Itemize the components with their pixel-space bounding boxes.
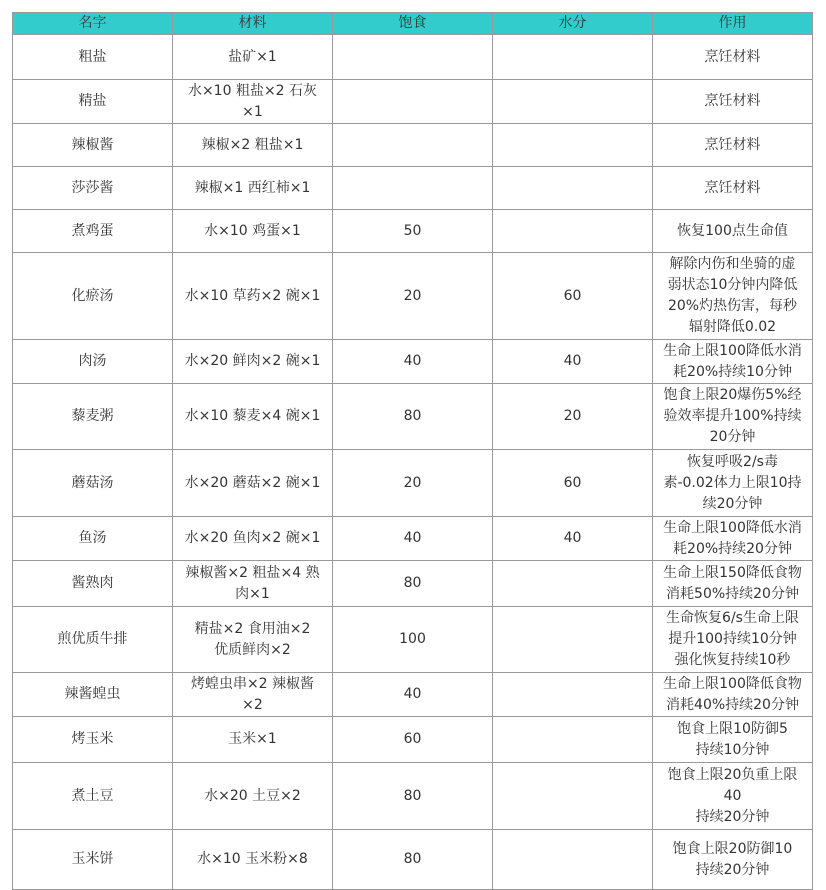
- cell-satiety: [333, 35, 493, 80]
- cell-materials: 玉米×1: [173, 717, 333, 763]
- table-row: [13, 35, 813, 80]
- table-row: [13, 830, 813, 890]
- cell-materials: 辣椒酱×2 粗盐×4 熟 肉×1: [173, 561, 333, 607]
- cell-materials: 精盐×2 食用油×2 优质鲜肉×2: [173, 607, 333, 673]
- header-water: 水分: [493, 13, 653, 35]
- cell-materials: 辣椒×2 粗盐×1: [173, 124, 333, 167]
- cell-water: 40: [493, 340, 653, 384]
- food-recipe-table: [12, 12, 813, 890]
- cell-materials: 烤蝗虫串×2 辣椒酱 ×2: [173, 673, 333, 717]
- table-row: [13, 673, 813, 717]
- cell-materials: 盐矿×1: [173, 35, 333, 80]
- cell-name: 化瘀汤: [13, 253, 173, 340]
- cell-name: 玉米饼: [13, 830, 173, 890]
- cell-satiety: 80: [333, 763, 493, 830]
- cell-water: [493, 673, 653, 717]
- cell-effect: 饱食上限20爆伤5%经 验效率提升100%持续 20分钟: [653, 384, 813, 450]
- cell-materials: 水×20 蘑菇×2 碗×1: [173, 450, 333, 517]
- cell-name: 精盐: [13, 80, 173, 124]
- cell-water: 40: [493, 517, 653, 561]
- cell-satiety: 100: [333, 607, 493, 673]
- cell-materials: 水×10 粗盐×2 石灰 ×1: [173, 80, 333, 124]
- cell-effect: 烹饪材料: [653, 35, 813, 80]
- cell-satiety: 40: [333, 517, 493, 561]
- header-name: 名字: [13, 13, 173, 35]
- cell-materials: 水×20 土豆×2: [173, 763, 333, 830]
- cell-water: [493, 35, 653, 80]
- cell-effect: 生命上限150降低食物 消耗50%持续20分钟: [653, 561, 813, 607]
- cell-name: 藜麦粥: [13, 384, 173, 450]
- table-row: [13, 167, 813, 210]
- cell-satiety: 40: [333, 673, 493, 717]
- cell-materials: 水×10 藜麦×4 碗×1: [173, 384, 333, 450]
- cell-effect: 烹饪材料: [653, 124, 813, 167]
- cell-effect: 饱食上限20负重上限 40 持续20分钟: [653, 763, 813, 830]
- cell-water: [493, 607, 653, 673]
- cell-name: 煮土豆: [13, 763, 173, 830]
- cell-water: [493, 717, 653, 763]
- cell-effect: 饱食上限20防御10 持续20分钟: [653, 830, 813, 890]
- table-row: [13, 607, 813, 673]
- cell-name: 酱熟肉: [13, 561, 173, 607]
- cell-materials: 水×10 草药×2 碗×1: [173, 253, 333, 340]
- cell-water: [493, 124, 653, 167]
- table-header-row: [13, 13, 813, 35]
- cell-water: 60: [493, 253, 653, 340]
- cell-effect: 生命恢复6/s生命上限 提升100持续10分钟 强化恢复持续10秒: [653, 607, 813, 673]
- cell-water: [493, 830, 653, 890]
- cell-name: 鱼汤: [13, 517, 173, 561]
- cell-name: 辣椒酱: [13, 124, 173, 167]
- cell-satiety: [333, 167, 493, 210]
- table-row: [13, 124, 813, 167]
- cell-name: 辣酱蝗虫: [13, 673, 173, 717]
- cell-effect: 烹饪材料: [653, 80, 813, 124]
- cell-effect: 饱食上限10防御5 持续10分钟: [653, 717, 813, 763]
- table-row: [13, 561, 813, 607]
- cell-name: 肉汤: [13, 340, 173, 384]
- cell-materials: 水×20 鱼肉×2 碗×1: [173, 517, 333, 561]
- cell-satiety: 20: [333, 450, 493, 517]
- cell-name: 蘑菇汤: [13, 450, 173, 517]
- cell-satiety: 60: [333, 717, 493, 763]
- cell-effect: 生命上限100降低食物 消耗40%持续20分钟: [653, 673, 813, 717]
- cell-satiety: [333, 124, 493, 167]
- header-effect: 作用: [653, 13, 813, 35]
- cell-effect: 恢复100点生命值: [653, 210, 813, 253]
- cell-satiety: 80: [333, 384, 493, 450]
- table-row: [13, 80, 813, 124]
- cell-name: 莎莎酱: [13, 167, 173, 210]
- table-row: [13, 340, 813, 384]
- cell-satiety: 80: [333, 561, 493, 607]
- cell-effect: 烹饪材料: [653, 167, 813, 210]
- header-materials: 材料: [173, 13, 333, 35]
- cell-effect: 生命上限100降低水消 耗20%持续10分钟: [653, 340, 813, 384]
- cell-effect: 恢复呼吸2/s毒 素-0.02体力上限10持 续20分钟: [653, 450, 813, 517]
- cell-satiety: 50: [333, 210, 493, 253]
- cell-water: [493, 80, 653, 124]
- cell-water: [493, 763, 653, 830]
- cell-name: 煎优质牛排: [13, 607, 173, 673]
- cell-materials: 辣椒×1 西红柿×1: [173, 167, 333, 210]
- cell-water: [493, 210, 653, 253]
- cell-satiety: 20: [333, 253, 493, 340]
- cell-water: [493, 561, 653, 607]
- table-row: [13, 517, 813, 561]
- table-row: [13, 253, 813, 340]
- table-row: [13, 210, 813, 253]
- cell-name: 粗盐: [13, 35, 173, 80]
- cell-materials: 水×10 玉米粉×8: [173, 830, 333, 890]
- table-row: [13, 763, 813, 830]
- cell-satiety: [333, 80, 493, 124]
- table-row: [13, 450, 813, 517]
- header-satiety: 饱食: [333, 13, 493, 35]
- cell-water: [493, 167, 653, 210]
- cell-materials: 水×20 鲜肉×2 碗×1: [173, 340, 333, 384]
- cell-name: 烤玉米: [13, 717, 173, 763]
- cell-effect: 解除内伤和坐骑的虚 弱状态10分钟内降低 20%灼热伤害，每秒 辐射降低0.02: [653, 253, 813, 340]
- cell-effect: 生命上限100降低水消 耗20%持续20分钟: [653, 517, 813, 561]
- table-row: [13, 717, 813, 763]
- cell-satiety: 40: [333, 340, 493, 384]
- cell-name: 煮鸡蛋: [13, 210, 173, 253]
- cell-water: 60: [493, 450, 653, 517]
- cell-satiety: 80: [333, 830, 493, 890]
- table-row: [13, 384, 813, 450]
- cell-water: 20: [493, 384, 653, 450]
- cell-materials: 水×10 鸡蛋×1: [173, 210, 333, 253]
